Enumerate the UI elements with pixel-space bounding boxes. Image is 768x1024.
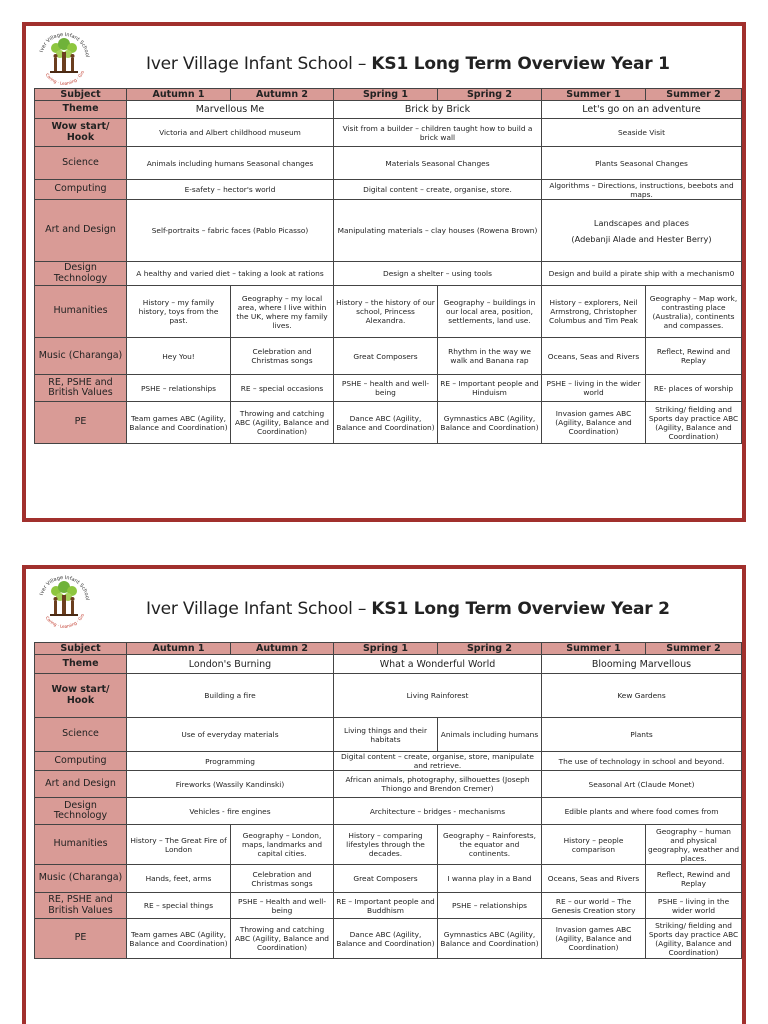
sheet-header bbox=[26, 26, 742, 90]
cell-spring: Brick by Brick bbox=[334, 101, 542, 119]
row-label: Wow start/ Hook bbox=[35, 119, 127, 147]
cell-spring: Manipulating materials – clay houses (Rowena Brown) bbox=[334, 200, 542, 262]
cell-autumn2: Geography – London, maps, landmarks and capital cities. bbox=[231, 825, 334, 865]
row-label: Wow start/ Hook bbox=[35, 674, 127, 718]
row-label: Art and Design bbox=[35, 771, 127, 798]
cell-summer: Blooming Marvellous bbox=[542, 655, 742, 674]
cell-spring1: History – the history of our school, Princess Alexandra. bbox=[334, 286, 438, 338]
cell-spring2: Geography – buildings in our local area, position, settlements, land use. bbox=[438, 286, 542, 338]
summer-artists: (Adebanji Alade and Hester Berry) bbox=[571, 233, 712, 244]
cell-autumn2: Celebration and Christmas songs bbox=[231, 865, 334, 893]
cell-spring2: Geography – Rainforests, the equator and continents. bbox=[438, 825, 542, 865]
row-label: PE bbox=[35, 402, 127, 444]
row-label: Science bbox=[35, 147, 127, 180]
cell-autumn: Vehicles - fire engines bbox=[127, 798, 334, 825]
cell-summer1: Invasion games ABC (Agility, Balance and Coordination) bbox=[542, 919, 646, 959]
cell-spring: Visit from a builder – children taught how to build a brick wall bbox=[334, 119, 542, 147]
cell-spring: Architecture – bridges - mechanisms bbox=[334, 798, 542, 825]
cell-summer1: History – people comparison bbox=[542, 825, 646, 865]
row-art bbox=[35, 200, 742, 262]
col-summer2: Summer 2 bbox=[646, 643, 742, 655]
cell-spring: What a Wonderful World bbox=[334, 655, 542, 674]
cell-spring1: Great Composers bbox=[334, 865, 438, 893]
title-school: Iver Village Infant School – bbox=[146, 54, 367, 74]
cell-spring: Living Rainforest bbox=[334, 674, 542, 718]
svg-text:Iver Village Infant School: Iver Village Infant School bbox=[38, 574, 90, 601]
cell-spring2: Rhythm in the way we walk and Banana rap bbox=[438, 338, 542, 375]
cell-spring1: Living things and their habitats bbox=[334, 718, 438, 752]
cell-summer: Let's go on an adventure bbox=[542, 101, 742, 119]
cell-summer: Seasonal Art (Claude Monet) bbox=[542, 771, 742, 798]
sheet-header bbox=[26, 569, 742, 633]
cell-autumn: A healthy and varied diet – taking a look at rations bbox=[127, 262, 334, 286]
cell-autumn: Victoria and Albert childhood museum bbox=[127, 119, 334, 147]
row-dt bbox=[35, 262, 742, 286]
cell-spring2: PSHE – relationships bbox=[438, 893, 542, 919]
cell-summer2: Geography – human and physical geography, weather and places. bbox=[646, 825, 742, 865]
cell-spring2: I wanna play in a Band bbox=[438, 865, 542, 893]
page-title bbox=[146, 54, 670, 74]
cell-autumn: Animals including humans Seasonal changes bbox=[127, 147, 334, 180]
row-theme bbox=[35, 101, 742, 119]
title-overview: KS1 Long Term Overview Year 1 bbox=[371, 54, 670, 74]
cell-autumn: Self-portraits – fabric faces (Pablo Picasso) bbox=[127, 200, 334, 262]
svg-text:Caring · Learning · Growing: Caring · Learning · Gro bbox=[44, 69, 86, 86]
cell-summer2: Striking/ fielding and Sports day practice ABC (Agility, Balance and Coordination) bbox=[646, 402, 742, 444]
overview-sheet-year2 bbox=[22, 565, 746, 1024]
school-logo bbox=[34, 28, 94, 88]
row-science bbox=[35, 147, 742, 180]
row-label: Music (Charanga) bbox=[35, 338, 127, 375]
cell-summer2: PSHE – living in the wider world bbox=[646, 893, 742, 919]
cell-spring2: Gymnastics ABC (Agility, Balance and Coordination) bbox=[438, 919, 542, 959]
col-spring1: Spring 1 bbox=[334, 643, 438, 655]
row-label: Humanities bbox=[35, 825, 127, 865]
cell-autumn: Marvellous Me bbox=[127, 101, 334, 119]
cell-summer bbox=[542, 200, 742, 262]
cell-autumn: Use of everyday materials bbox=[127, 718, 334, 752]
row-label: Computing bbox=[35, 752, 127, 771]
col-autumn1: Autumn 1 bbox=[127, 643, 231, 655]
cell-summer1: Oceans, Seas and Rivers bbox=[542, 338, 646, 375]
row-art bbox=[35, 771, 742, 798]
cell-summer1: History – explorers, Neil Armstrong, Christopher Columbus and Tim Peak bbox=[542, 286, 646, 338]
cell-autumn1: History – my family history, toys from the past. bbox=[127, 286, 231, 338]
cell-summer: Algorithms – Directions, instructions, beebots and maps. bbox=[542, 180, 742, 200]
table-header-row bbox=[35, 89, 742, 101]
cell-autumn2: PSHE – Health and well-being bbox=[231, 893, 334, 919]
row-re-pshe bbox=[35, 375, 742, 402]
row-pe bbox=[35, 402, 742, 444]
row-music bbox=[35, 338, 742, 375]
row-computing bbox=[35, 752, 742, 771]
cell-summer1: Oceans, Seas and Rivers bbox=[542, 865, 646, 893]
cell-spring: Materials Seasonal Changes bbox=[334, 147, 542, 180]
summer-topic: Landscapes and places bbox=[593, 217, 690, 228]
col-autumn1: Autumn 1 bbox=[127, 89, 231, 101]
svg-text:Iver Village Infant School: Iver Village Infant School bbox=[38, 31, 90, 58]
row-wow bbox=[35, 674, 742, 718]
row-label: Humanities bbox=[35, 286, 127, 338]
title-overview: KS1 Long Term Overview Year 2 bbox=[371, 599, 670, 619]
row-label: Theme bbox=[35, 655, 127, 674]
row-label: Science bbox=[35, 718, 127, 752]
row-label: RE, PSHE and British Values bbox=[35, 375, 127, 402]
cell-spring1: Dance ABC (Agility, Balance and Coordination) bbox=[334, 919, 438, 959]
cell-spring1: Great Composers bbox=[334, 338, 438, 375]
cell-autumn1: RE – special things bbox=[127, 893, 231, 919]
row-wow bbox=[35, 119, 742, 147]
row-computing bbox=[35, 180, 742, 200]
row-label: Art and Design bbox=[35, 200, 127, 262]
cell-autumn1: History – The Great Fire of London bbox=[127, 825, 231, 865]
col-spring2: Spring 2 bbox=[438, 643, 542, 655]
row-label: Theme bbox=[35, 101, 127, 119]
cell-autumn2: Throwing and catching ABC (Agility, Balance and Coordination) bbox=[231, 402, 334, 444]
cell-summer: Design and build a pirate ship with a mechanism0 bbox=[542, 262, 742, 286]
cell-summer2: Geography – Map work, contrasting place (Australia), continents and compasses. bbox=[646, 286, 742, 338]
col-subject: Subject bbox=[35, 643, 127, 655]
cell-autumn1: PSHE – relationships bbox=[127, 375, 231, 402]
cell-spring2: Gymnastics ABC (Agility, Balance and Coordination) bbox=[438, 402, 542, 444]
cell-summer2: Reflect, Rewind and Replay bbox=[646, 865, 742, 893]
school-logo bbox=[34, 571, 94, 631]
col-spring1: Spring 1 bbox=[334, 89, 438, 101]
cell-autumn1: Hey You! bbox=[127, 338, 231, 375]
cell-spring: Digital content – create, organise, store. bbox=[334, 180, 542, 200]
cell-summer: Seaside Visit bbox=[542, 119, 742, 147]
cell-autumn2: Throwing and catching ABC (Agility, Balance and Coordination) bbox=[231, 919, 334, 959]
cell-spring1: History – comparing lifestyles through the decades. bbox=[334, 825, 438, 865]
cell-spring1: RE – Important people and Buddhism bbox=[334, 893, 438, 919]
cell-summer: Plants bbox=[542, 718, 742, 752]
overview-sheet-year1 bbox=[22, 22, 746, 522]
cell-spring: African animals, photography, silhouettes (Joseph Thiongo and Brendon Cremer) bbox=[334, 771, 542, 798]
cell-summer: Kew Gardens bbox=[542, 674, 742, 718]
cell-autumn2: Geography – my local area, where I live within the UK, where my family lives. bbox=[231, 286, 334, 338]
col-summer2: Summer 2 bbox=[646, 89, 742, 101]
cell-summer1: Invasion games ABC (Agility, Balance and Coordination) bbox=[542, 402, 646, 444]
cell-spring2: Animals including humans bbox=[438, 718, 542, 752]
title-school: Iver Village Infant School – bbox=[146, 599, 367, 619]
row-music bbox=[35, 865, 742, 893]
col-autumn2: Autumn 2 bbox=[231, 643, 334, 655]
row-re-pshe bbox=[35, 893, 742, 919]
cell-autumn1: Team games ABC (Agility, Balance and Coordination) bbox=[127, 402, 231, 444]
page-title bbox=[146, 599, 670, 619]
row-science bbox=[35, 718, 742, 752]
cell-spring1: PSHE – health and well-being bbox=[334, 375, 438, 402]
cell-summer: Plants Seasonal Changes bbox=[542, 147, 742, 180]
row-label: Design Technology bbox=[35, 798, 127, 825]
svg-text:Caring · Learning · Growing: Caring · Learning · Gro bbox=[44, 612, 86, 629]
cell-summer2: Reflect, Rewind and Replay bbox=[646, 338, 742, 375]
row-label: PE bbox=[35, 919, 127, 959]
col-spring2: Spring 2 bbox=[438, 89, 542, 101]
cell-autumn1: Hands, feet, arms bbox=[127, 865, 231, 893]
col-subject: Subject bbox=[35, 89, 127, 101]
cell-autumn: Building a fire bbox=[127, 674, 334, 718]
row-dt bbox=[35, 798, 742, 825]
row-label: Music (Charanga) bbox=[35, 865, 127, 893]
cell-spring: Design a shelter – using tools bbox=[334, 262, 542, 286]
cell-spring1: Dance ABC (Agility, Balance and Coordination) bbox=[334, 402, 438, 444]
cell-autumn: Programming bbox=[127, 752, 334, 771]
row-theme bbox=[35, 655, 742, 674]
cell-summer2: Striking/ fielding and Sports day practice ABC (Agility, Balance and Coordination) bbox=[646, 919, 742, 959]
row-humanities bbox=[35, 825, 742, 865]
col-autumn2: Autumn 2 bbox=[231, 89, 334, 101]
cell-autumn2: RE – special occasions bbox=[231, 375, 334, 402]
cell-summer1: PSHE – living in the wider world bbox=[542, 375, 646, 402]
col-summer1: Summer 1 bbox=[542, 643, 646, 655]
cell-summer: The use of technology in school and beyond. bbox=[542, 752, 742, 771]
cell-autumn: E-safety – hector's world bbox=[127, 180, 334, 200]
row-label: RE, PSHE and British Values bbox=[35, 893, 127, 919]
col-summer1: Summer 1 bbox=[542, 89, 646, 101]
cell-autumn: London's Burning bbox=[127, 655, 334, 674]
row-label: Computing bbox=[35, 180, 127, 200]
cell-autumn: Fireworks (Wassily Kandinski) bbox=[127, 771, 334, 798]
row-humanities bbox=[35, 286, 742, 338]
table-header-row bbox=[35, 643, 742, 655]
cell-summer1: RE – our world – The Genesis Creation story bbox=[542, 893, 646, 919]
cell-summer2: RE- places of worship bbox=[646, 375, 742, 402]
overview-table-year2 bbox=[34, 642, 742, 959]
cell-summer: Edible plants and where food comes from bbox=[542, 798, 742, 825]
cell-autumn2: Celebration and Christmas songs bbox=[231, 338, 334, 375]
overview-table-year1 bbox=[34, 88, 742, 444]
cell-autumn1: Team games ABC (Agility, Balance and Coordination) bbox=[127, 919, 231, 959]
row-pe bbox=[35, 919, 742, 959]
row-label: Design Technology bbox=[35, 262, 127, 286]
cell-spring: Digital content – create, organise, store, manipulate and retrieve. bbox=[334, 752, 542, 771]
cell-spring2: RE – Important people and Hinduism bbox=[438, 375, 542, 402]
